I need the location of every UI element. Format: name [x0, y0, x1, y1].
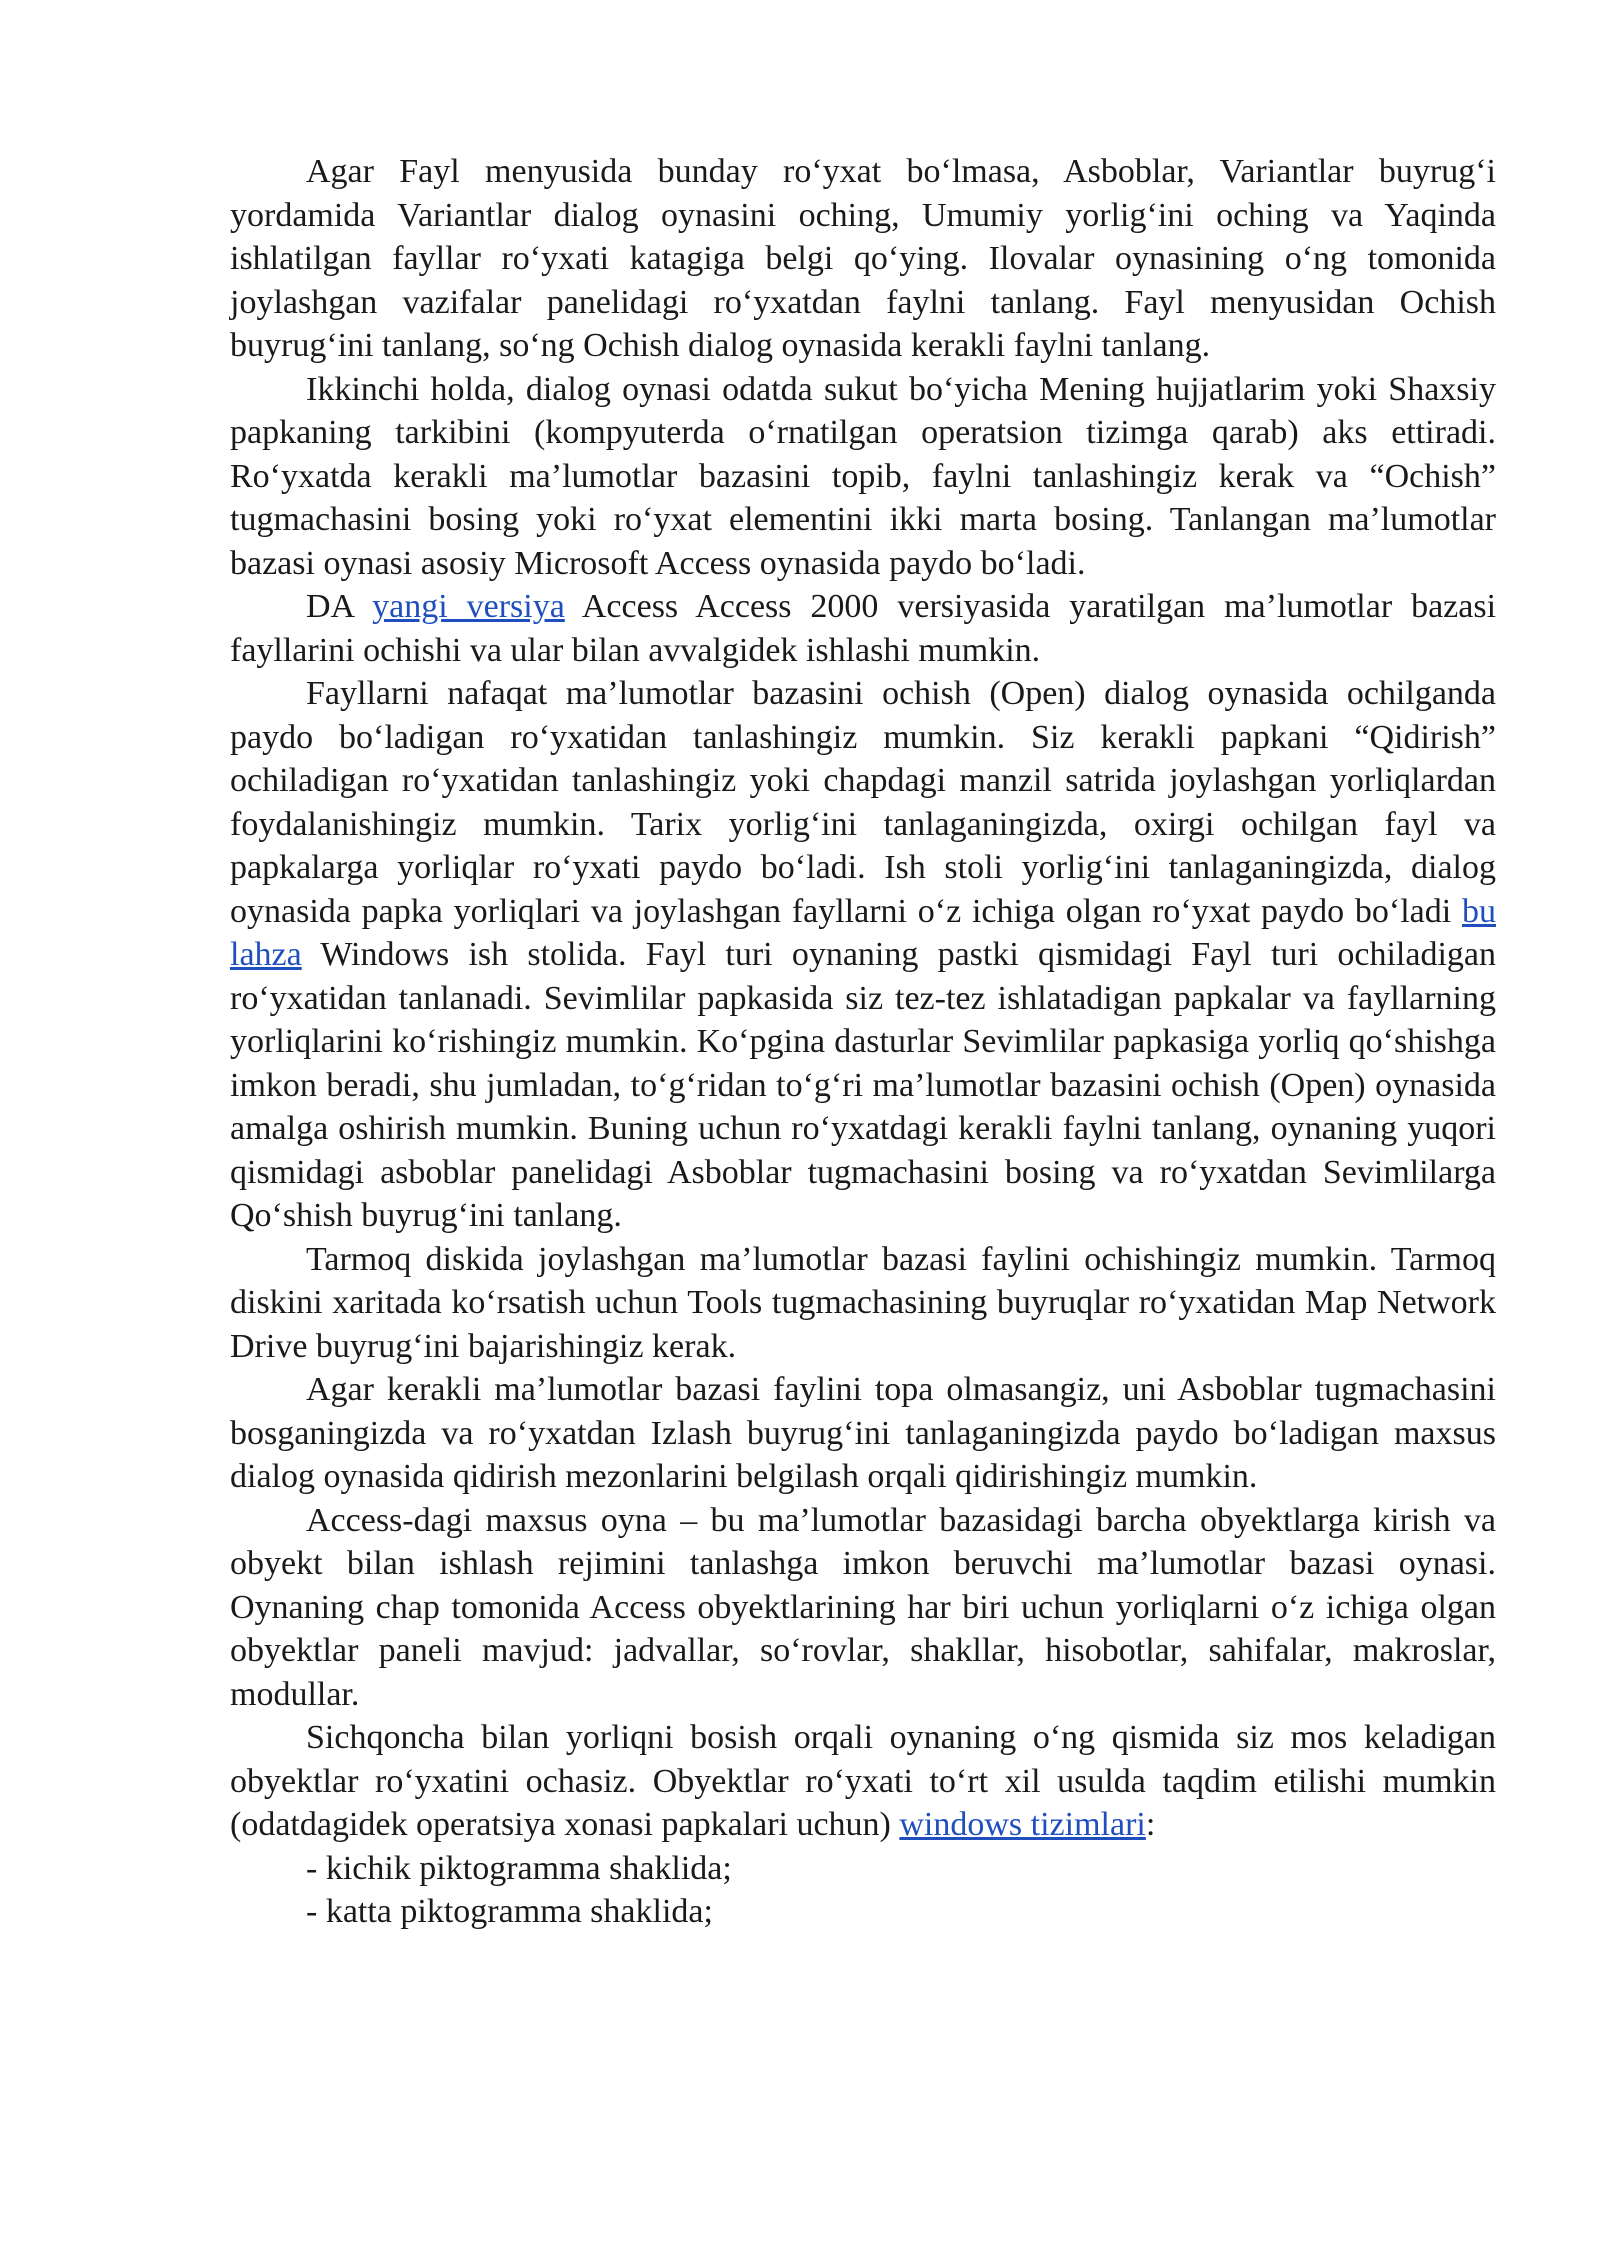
paragraph-text-after-link: Access Access 2000 versiyasida yaratilgan ma’lumotlar bazasi fayllarini ochishi va ular bilan avvalgidek ishlashi mumkin. [230, 588, 1497, 669]
paragraph-2 [230, 368, 1496, 586]
document-page [230, 150, 1496, 1934]
paragraph-text-before-link: Fayllarni nafaqat ma’lumotlar bazasini ochish (Open) dialog oynasida ochilganda paydo bo‘ladigan ro‘yxatidan tanlashingiz mumkin. Siz kerakli papkani “Qidirish” ochiladigan ro‘yxatidan tanlashingiz yoki chapdagi manzil satrida joylashgan yorliqlardan foydalanishingiz mumkin. Tarix yorlig‘ini tanlaganingizda, oxirgi ochilgan fayl va papkalarga yorliqlar ro‘yxati paydo bo‘ladi. Ish stoli yorlig‘ini tanlaganingizda, dialog oynasida papka yorliqlari va joylashgan fayllarni o‘z ichiga olgan ro‘yxat paydo bo‘ladi [230, 675, 1496, 930]
paragraph-7 [230, 1499, 1496, 1717]
paragraph-text: Agar Fayl menyusida bunday ro‘yxat bo‘lmasa, Asboblar, Variantlar buyrug‘i yordamida Variantlar dialog oynasini oching, Umumiy yorlig‘ini oching va Yaqinda ishlatilgan fayllar ro‘yxati katagiga belgi qo‘ying. Ilovalar oynasining o‘ng tomonida joylashgan vazifalar panelidagi ro‘yxatdan faylni tanlang. Fayl menyusidan Ochish buyrug‘ini tanlang, so‘ng Ochish dialog oynasida kerakli faylni tanlang. [230, 153, 1496, 364]
paragraph-4 [230, 672, 1496, 1238]
paragraph-1 [230, 150, 1496, 368]
paragraph-5 [230, 1238, 1496, 1369]
list-item: - katta piktogramma shaklida; [306, 1893, 713, 1930]
paragraph-text-after-link: Windows ish stolida. Fayl turi oynaning pastki qismidagi Fayl turi ochiladigan ro‘yxatidan tanlanadi. Sevimlilar papkasida siz tez-tez ishlatadigan papkalar va fayllarning yorliqlarini ko‘rishingiz mumkin. Ko‘pgina dasturlar Sevimlilar papkasiga yorliq qo‘shishga imkon beradi, shu jumladan, to‘g‘ridan to‘g‘ri ma’lumotlar bazasini ochish (Open) oynasida amalga oshirish mumkin. Buning uchun ro‘yxatdagi kerakli faylni tanlang, oynaning yuqori qismidagi asboblar panelidagi Asboblar tugmachasini bosing va ro‘yxatdan Sevimlilarga Qo‘shish buyrug‘ini tanlang. [230, 936, 1496, 1234]
paragraph-text-after-link: : [1145, 1806, 1156, 1843]
paragraph-6 [230, 1368, 1496, 1499]
list-item: - kichik piktogramma shaklida; [306, 1849, 732, 1887]
link-bu-lahza[interactable]: bu lahza [230, 892, 1496, 973]
paragraph-8 [230, 1716, 1496, 1847]
paragraph-text: Access-dagi maxsus oyna – bu ma’lumotlar bazasidagi barcha obyektlarga kirish va obyekt bilan ishlash rejimini tanlashga imkon beruvchi ma’lumotlar bazasi oynasi. Oynaning chap tomonida Access obyektlarining har biri uchun yorliqlarni o‘z ichiga olgan obyektlar paneli mavjud: jadvallar, so‘rovlar, shakllar, hisobotlar, sahifalar, makroslar, modullar. [230, 1501, 1496, 1713]
paragraph-text: Tarmoq diskida joylashgan ma’lumotlar bazasi faylini ochishingiz mumkin. Tarmoq diskini xaritada ko‘rsatish uchun Tools tugmachasining buyruqlar ro‘yxatidan Map Network Drive buyrug‘ini bajarishingiz kerak. [230, 1240, 1496, 1365]
link-yangi-versiya[interactable]: yangi versiya [372, 588, 565, 625]
link-windows-tizimlari[interactable]: windows tizimlari [899, 1806, 1146, 1843]
paragraph-text-before-link: DA [306, 588, 373, 625]
paragraph-text: Agar kerakli ma’lumotlar bazasi faylini topa olmasangiz, uni Asboblar tugmachasini bosganingizda va ro‘yxatdan Izlash buyrug‘ini tanlaganingizda paydo bo‘ladigan maxsus dialog oynasida qidirish mezonlarini belgilash orqali qidirishingiz mumkin. [230, 1371, 1496, 1495]
paragraph-text-before-link: Sichqoncha bilan yorliqni bosish orqali oynaning o‘ng qismida siz mos keladigan obyektlar ro‘yxatini ochasiz. Obyektlar ro‘yxati to‘rt xil usulda taqdim etilishi mumkin (odatdagidek operatsiya xonasi papkalari uchun) [230, 1719, 1496, 1843]
paragraph-text: Ikkinchi holda, dialog oynasi odatda sukut bo‘yicha Mening hujjatlarim yoki Shaxsiy papkaning tarkibini (kompyuterda o‘rnatilgan operatsion tizimga qarab) aks ettiradi. Ro‘yxatda kerakli ma’lumotlar bazasini topib, faylni tanlashingiz kerak va “Ochish” tugmachasini bosing yoki ro‘yxat elementini ikki marta bosing. Tanlangan ma’lumotlar bazasi oynasi asosiy Microsoft Access oynasida paydo bo‘ladi. [230, 370, 1496, 582]
paragraph-3 [230, 585, 1496, 672]
